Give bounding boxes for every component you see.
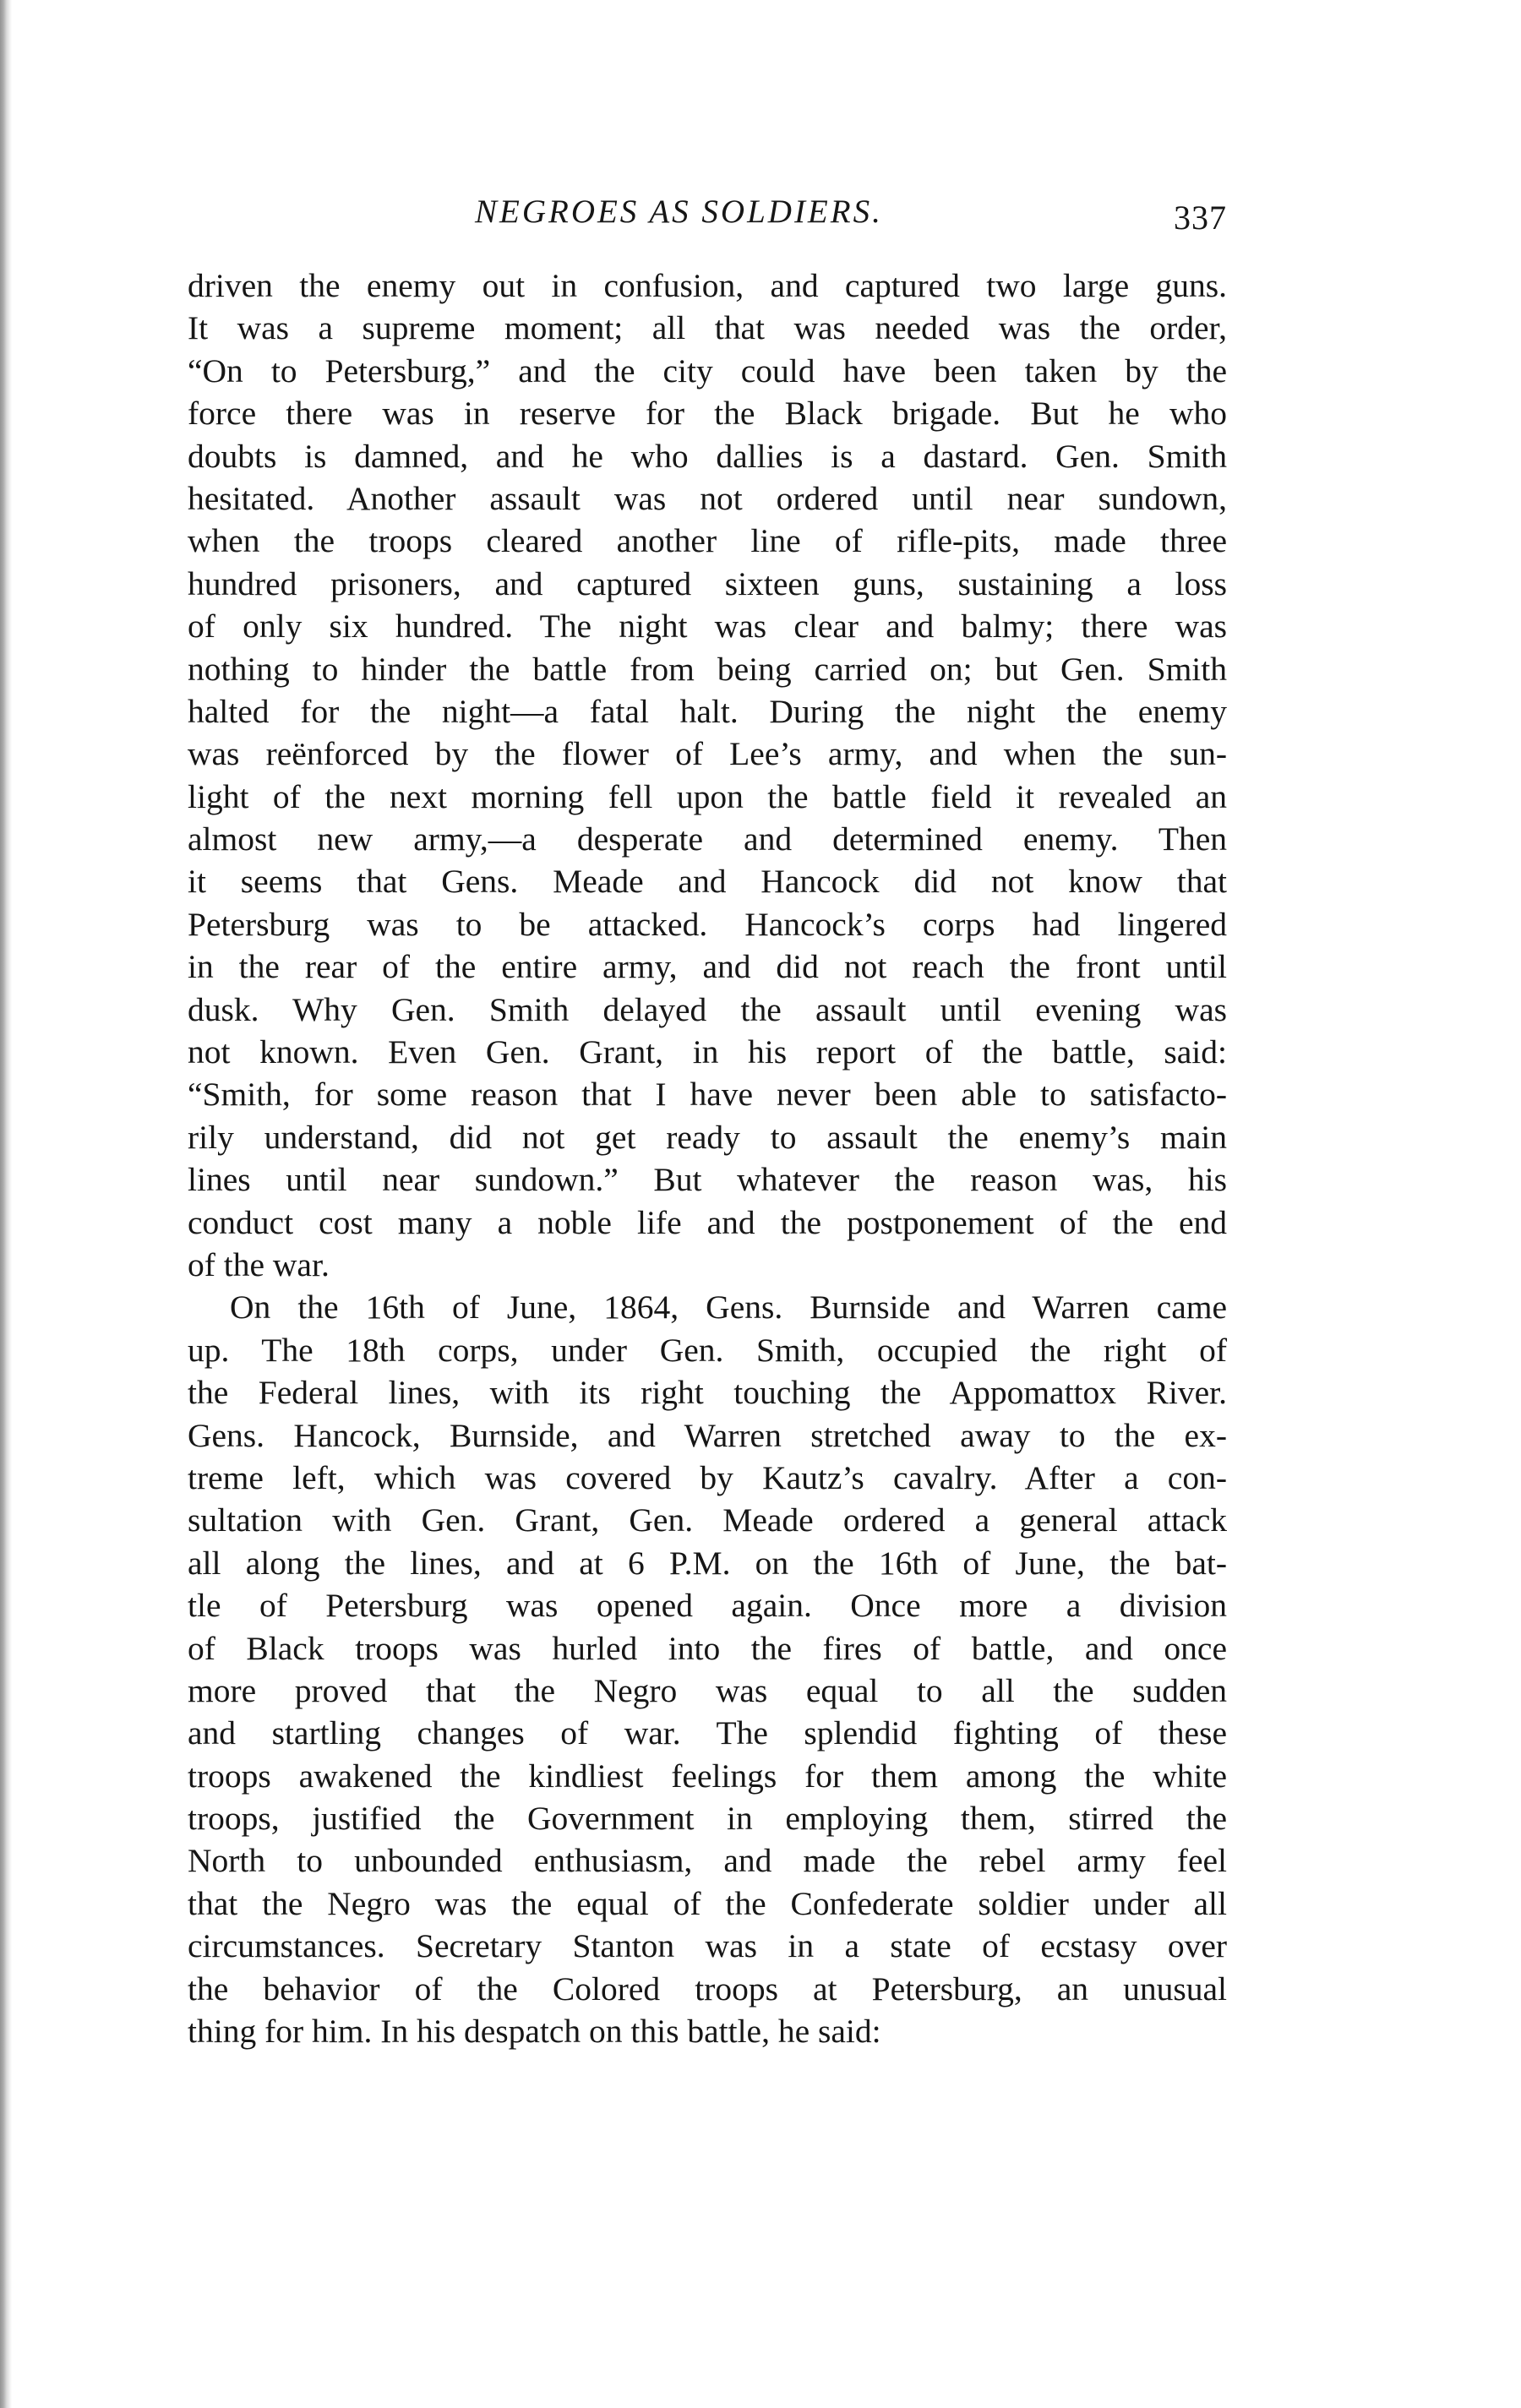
text-line: the Federal lines, with its right touching the Appomattox River. <box>188 1374 1227 1412</box>
text-line: almost new army,—a desperate and determined enemy. Then <box>188 820 1227 858</box>
text-line: “On to Petersburg,” and the city could have been taken by the <box>188 351 1227 390</box>
text-line: North to unbounded enthusiasm, and made the rebel army feel <box>188 1842 1227 1880</box>
text-line: force there was in reserve for the Black brigade. But he who <box>188 395 1227 433</box>
text-line: was reënforced by the flower of Lee’s army, and when the sun- <box>188 735 1227 773</box>
text-line: it seems that Gens. Meade and Hancock did not know that <box>188 863 1227 901</box>
body-text <box>188 264 1227 2052</box>
text-line: thing for him. In his despatch on this battle, he said: <box>188 2013 881 2051</box>
text-line: of only six hundred. The night was clear and balmy; there was <box>188 607 1227 646</box>
text-line: sultation with Gen. Grant, Gen. Meade ordered a general attack <box>188 1501 1227 1539</box>
text-line: treme left, which was covered by Kautz’s cavalry. After a con- <box>188 1458 1227 1496</box>
text-line: when the troops cleared another line of rifle-pits, made three <box>188 522 1227 560</box>
text-line: that the Negro was the equal of the Confederate soldier under all <box>188 1884 1227 1922</box>
text-line: not known. Even Gen. Grant, in his report of the battle, said: <box>188 1033 1227 1071</box>
text-line: tle of Petersburg was opened again. Once more a division <box>188 1587 1227 1625</box>
text-line: and startling changes of war. The splendid fighting of these <box>188 1714 1227 1752</box>
page-number: 337 <box>1174 199 1227 237</box>
text-line: doubts is damned, and he who dallies is a dastard. Gen. Smith <box>188 437 1227 475</box>
text-line: “Smith, for some reason that I have never been able to satisfacto- <box>188 1076 1227 1114</box>
text-line: Petersburg was to be attacked. Hancock’s corps had lingered <box>188 905 1227 943</box>
text-line: dusk. Why Gen. Smith delayed the assault until evening was <box>188 990 1227 1028</box>
text-line: It was a supreme moment; all that was needed was the order, <box>188 309 1227 347</box>
text-line: driven the enemy out in confusion, and captured two large guns. <box>188 267 1227 304</box>
binding-edge-shadow <box>0 0 12 2408</box>
paragraph-1 <box>188 264 1227 1286</box>
text-line: lines until near sundown.” But whatever the reason was, his <box>188 1161 1227 1199</box>
text-line: light of the next morning fell upon the battle field it revealed an <box>188 777 1227 815</box>
text-line: all along the lines, and at 6 P.M. on the 16th of June, the bat- <box>188 1544 1227 1582</box>
running-title: NEGROES AS SOLDIERS. <box>475 193 883 230</box>
text-line: rily understand, did not get ready to assault the enemy’s main <box>188 1118 1227 1156</box>
text-line: the behavior of the Colored troops at Petersburg, an unusual <box>188 1969 1227 2008</box>
page-header <box>188 177 1227 237</box>
text-line: troops awakened the kindliest feelings for them among the white <box>188 1757 1227 1795</box>
text-line: hesitated. Another assault was not ordered until near sundown, <box>188 479 1227 517</box>
book-page <box>188 0 1227 2408</box>
text-line: Gens. Hancock, Burnside, and Warren stretched away to the ex- <box>188 1416 1227 1454</box>
text-line: On the 16th of June, 1864, Gens. Burnside and Warren came <box>230 1288 1227 1327</box>
paragraph-2 <box>188 1286 1227 2052</box>
text-line: halted for the night—a fatal halt. During the night the enemy <box>188 692 1227 730</box>
text-line: up. The 18th corps, under Gen. Smith, occupied the right of <box>188 1331 1227 1369</box>
text-line: hundred prisoners, and captured sixteen guns, sustaining a loss <box>188 564 1227 602</box>
text-line: conduct cost many a noble life and the postponement of the end <box>188 1203 1227 1241</box>
text-line: more proved that the Negro was equal to all the sudden <box>188 1671 1227 1709</box>
text-line: in the rear of the entire army, and did not reach the front until <box>188 948 1227 986</box>
text-line: of Black troops was hurled into the fires of battle, and once <box>188 1629 1227 1667</box>
text-line: troops, justified the Government in employing them, stirred the <box>188 1800 1227 1838</box>
text-line: circumstances. Secretary Stanton was in a state of ecstasy over <box>188 1927 1227 1965</box>
text-line: of the war. <box>188 1245 330 1283</box>
text-line: nothing to hinder the battle from being carried on; but Gen. Smith <box>188 650 1227 688</box>
